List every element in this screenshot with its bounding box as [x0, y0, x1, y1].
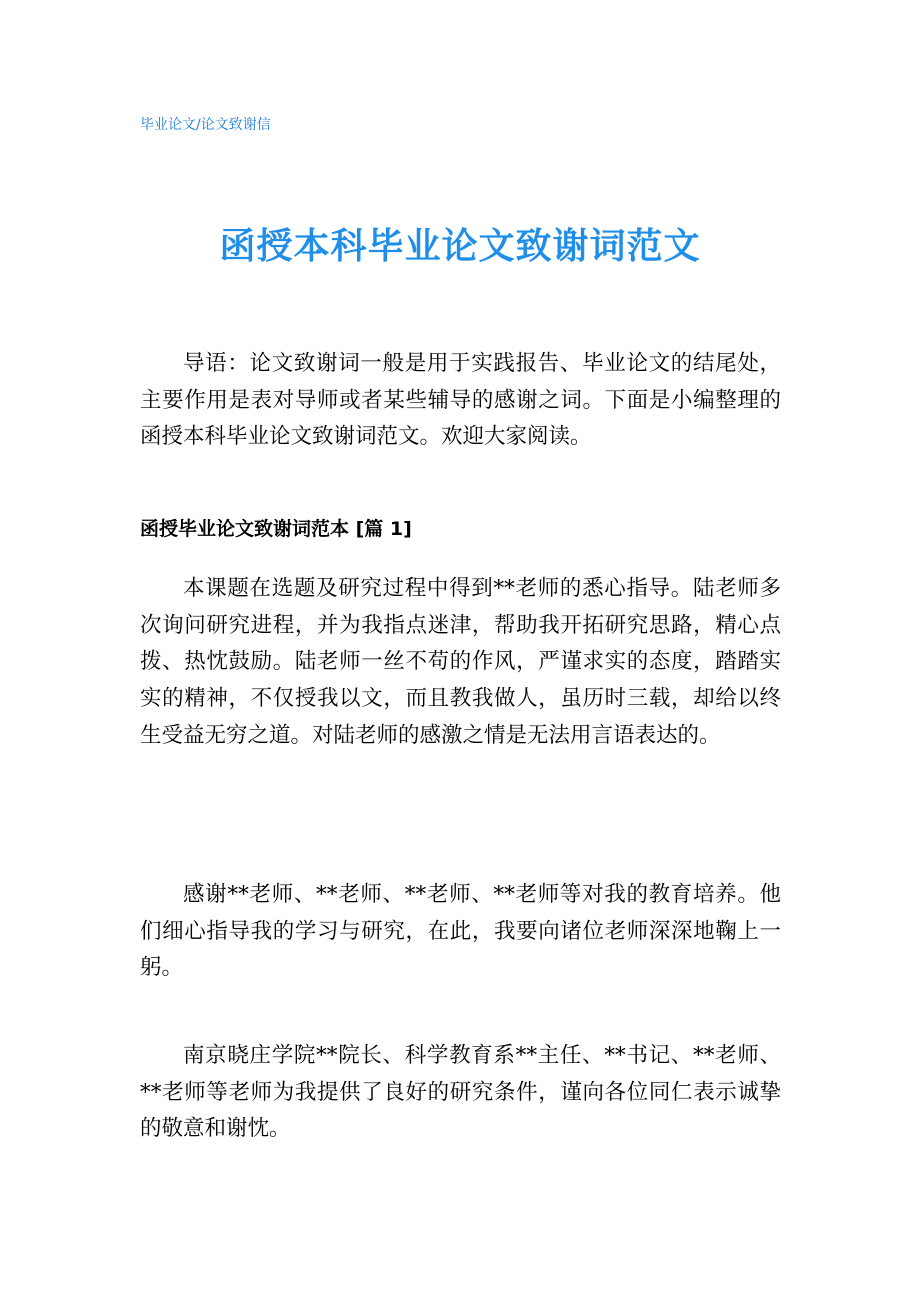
body-paragraph-3: 南京晓庄学院**院长、科学教育系**主任、**书记、**老师、**老师等老师为我提供了良好的研究条件，谨向各位同仁表示诚挚的敬意和谢忱。 — [140, 1043, 781, 1142]
body-paragraph-2: 感谢**老师、**老师、**老师、**老师等对我的教育培养。他们细心指导我的学习与研究，在此，我要向诸位老师深深地鞠上一躬。 — [140, 882, 781, 981]
intro-paragraph: 导语：论文致谢词一般是用于实践报告、毕业论文的结尾处，主要作用是表对导师或者某些辅导的感谢之词。下面是小编整理的函授本科毕业论文致谢词范文。欢迎大家阅读。 — [140, 351, 781, 450]
section-heading: 函授毕业论文致谢词范本 [篇 1] — [140, 518, 412, 540]
body-paragraph-1: 本课题在选题及研究过程中得到**老师的悉心指导。陆老师多次询问研究进程，并为我指点迷津，帮助我开拓研究思路，精心点拨、热忱鼓励。陆老师一丝不苟的作风，严谨求实的态度，踏踏实实的精神，不仅授我以文，而且教我做人，虽历时三载，却给以终生受益无穷之道。对陆老师的感激之情是无法用言语表达的。 — [140, 576, 781, 748]
breadcrumb[interactable]: 毕业论文/论文致谢信 — [140, 117, 271, 133]
page-title: 函授本科毕业论文致谢词范文 — [219, 226, 701, 267]
